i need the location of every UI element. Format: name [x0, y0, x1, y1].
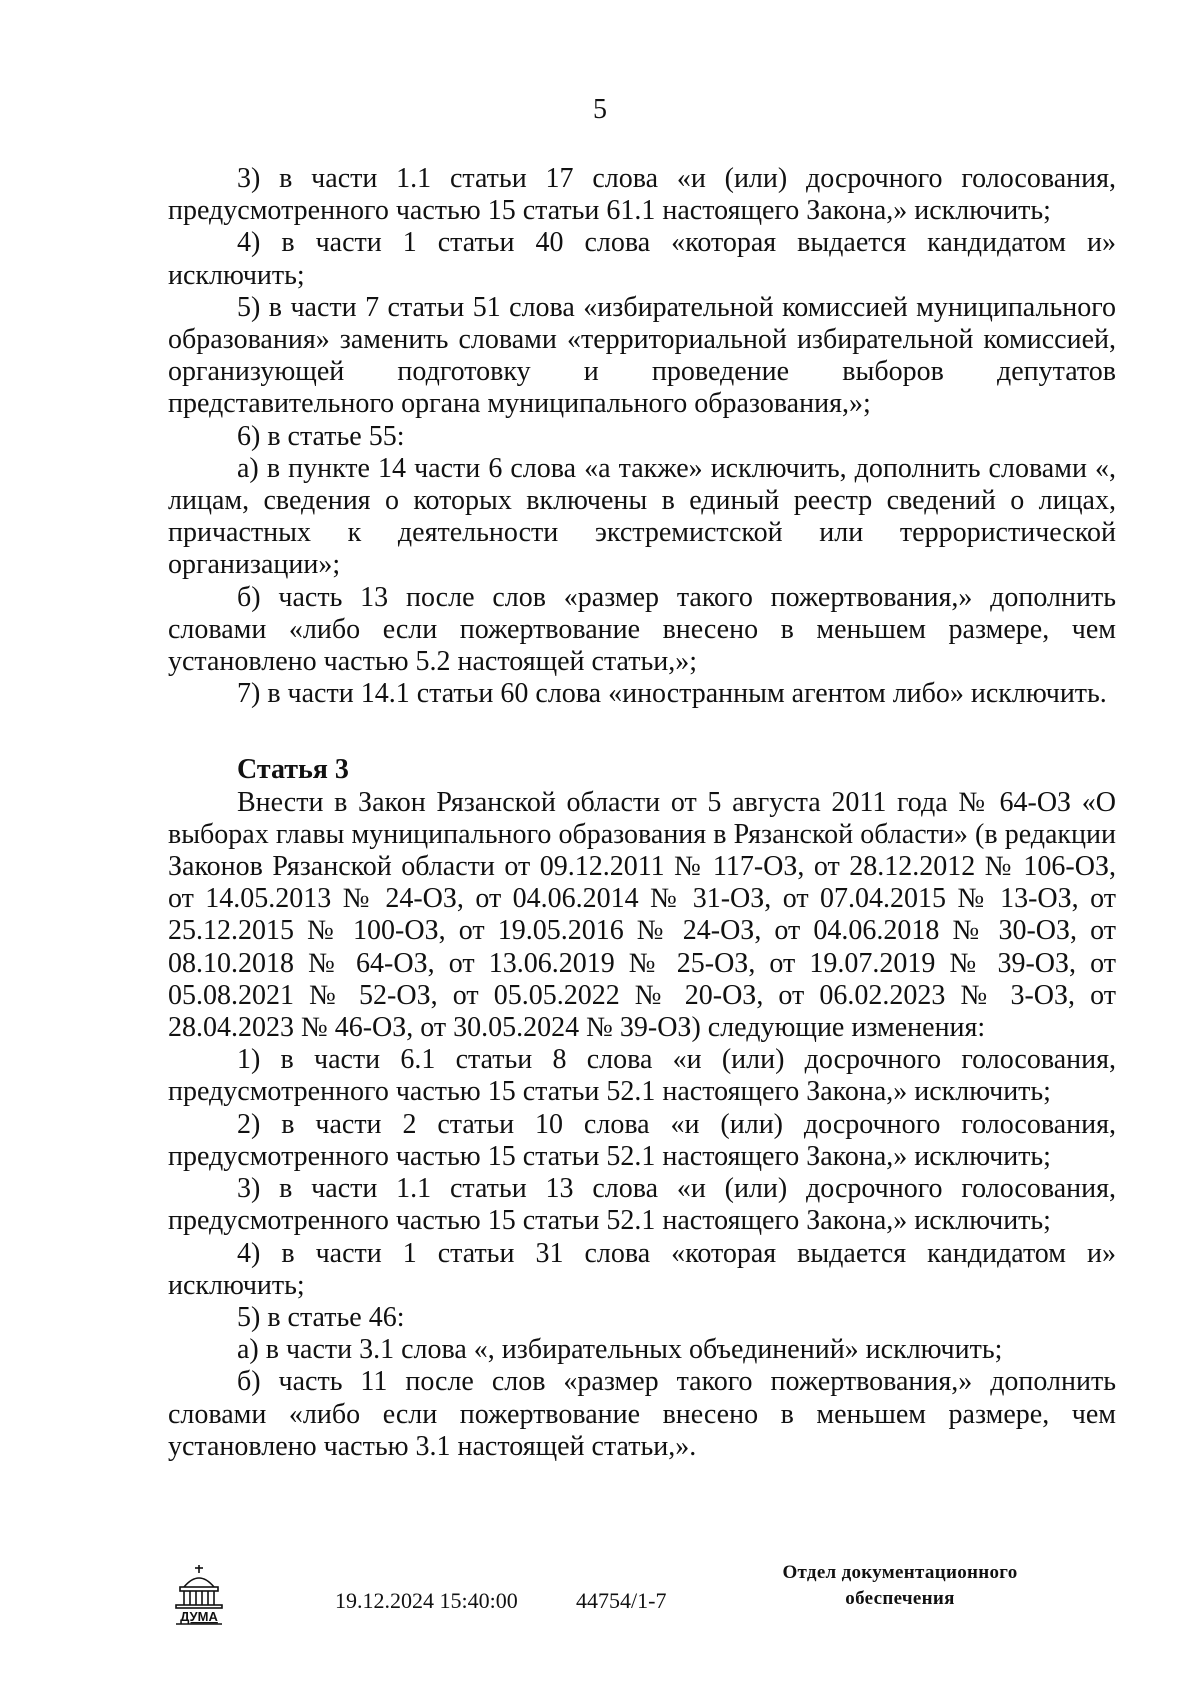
page-number: 5: [593, 94, 607, 125]
department-line: Отдел документационного: [782, 1562, 1018, 1583]
footer-doc-code: 44754/1-7: [576, 1588, 667, 1613]
paragraph: б) часть 13 после слов «размер такого пожертвования,» дополнить словами «либо если пожертвование внесено в меньшем размере, чем установлено частью 5.2 настоящей статьи,»;: [168, 581, 1116, 678]
paragraph: 5) в статье 46:: [237, 1301, 405, 1333]
footer-datetime: 19.12.2024 15:40:00: [335, 1588, 518, 1613]
department-line: обеспечения: [845, 1588, 955, 1609]
paragraph: 6) в статье 55:: [237, 420, 405, 452]
paragraph: 4) в части 1 статьи 31 слова «которая выдается кандидатом и» исключить;: [168, 1237, 1116, 1301]
paragraph: 7) в части 14.1 статьи 60 слова «иностранным агентом либо» исключить.: [237, 678, 1107, 710]
paragraph: 2) в части 2 статьи 10 слова «и (или) досрочного голосования, предусмотренного частью 15 статьи 52.1 настоящего Закона,» исключить;: [168, 1108, 1116, 1172]
paragraph: 3) в части 1.1 статьи 17 слова «и (или) досрочного голосования, предусмотренного частью 15 статьи 61.1 настоящего Закона,» исключить;: [168, 163, 1116, 227]
paragraph: 1) в части 6.1 статьи 8 слова «и (или) досрочного голосования, предусмотренного частью 15 статьи 52.1 настоящего Закона,» исключить;: [168, 1044, 1116, 1108]
paragraph: 4) в части 1 статьи 40 слова «которая выдается кандидатом и» исключить;: [168, 227, 1116, 291]
emblem-text: ДУМА: [180, 1609, 218, 1624]
article-heading: Статья 3: [237, 754, 349, 786]
document-body: [168, 163, 1116, 1463]
duma-emblem-icon: [170, 1563, 228, 1627]
section-spacer: [168, 710, 1116, 754]
paragraph: а) в пункте 14 части 6 слова «а также» исключить, дополнить словами «, лицам, сведения о которых включены в единый реестр сведений о лицах, причастных к деятельности экстремистской или террористической организации»;: [168, 452, 1116, 581]
footer-department: [740, 1560, 1060, 1612]
paragraph: а) в части 3.1 слова «, избирательных объединений» исключить;: [237, 1334, 1003, 1366]
paragraph: Внести в Закон Рязанской области от 5 августа 2011 года № 64-ОЗ «О выборах главы муниципального образования в Рязанской области» (в редакции Законов Рязанской области от 09.12.2011 № 117-ОЗ, от 28.12.2012 № 106-ОЗ, от 14.05.2013 № 24-ОЗ, от 04.06.2014 № 31-ОЗ, от 07.04.2015 № 13-ОЗ, от 25.12.2015 № 100-ОЗ, от 19.05.2016 № 24-ОЗ, от 04.06.2018 № 30-ОЗ, от 08.10.2018 № 64-ОЗ, от 13.06.2019 № 25-ОЗ, от 19.07.2019 № 39-ОЗ, от 05.08.2021 № 52-ОЗ, от 05.05.2022 № 20-ОЗ, от 06.02.2023 № 3-ОЗ, от 28.04.2023 № 46-ОЗ, от 30.05.2024 № 39-ОЗ) следующие изменения:: [168, 786, 1116, 1044]
paragraph: б) часть 11 после слов «размер такого пожертвования,» дополнить словами «либо если пожертвование внесено в меньшем размере, чем установлено частью 3.1 настоящей статьи,».: [168, 1366, 1116, 1462]
paragraph: 3) в части 1.1 статьи 13 слова «и (или) досрочного голосования, предусмотренного частью 15 статьи 52.1 настоящего Закона,» исключить;: [168, 1173, 1116, 1237]
paragraph: 5) в части 7 статьи 51 слова «избирательной комиссией муниципального образования» заменить словами «территориальной избирательной комиссией, организующей подготовку и проведение выборов депутатов представительного органа муниципального образования,»;: [168, 291, 1116, 420]
